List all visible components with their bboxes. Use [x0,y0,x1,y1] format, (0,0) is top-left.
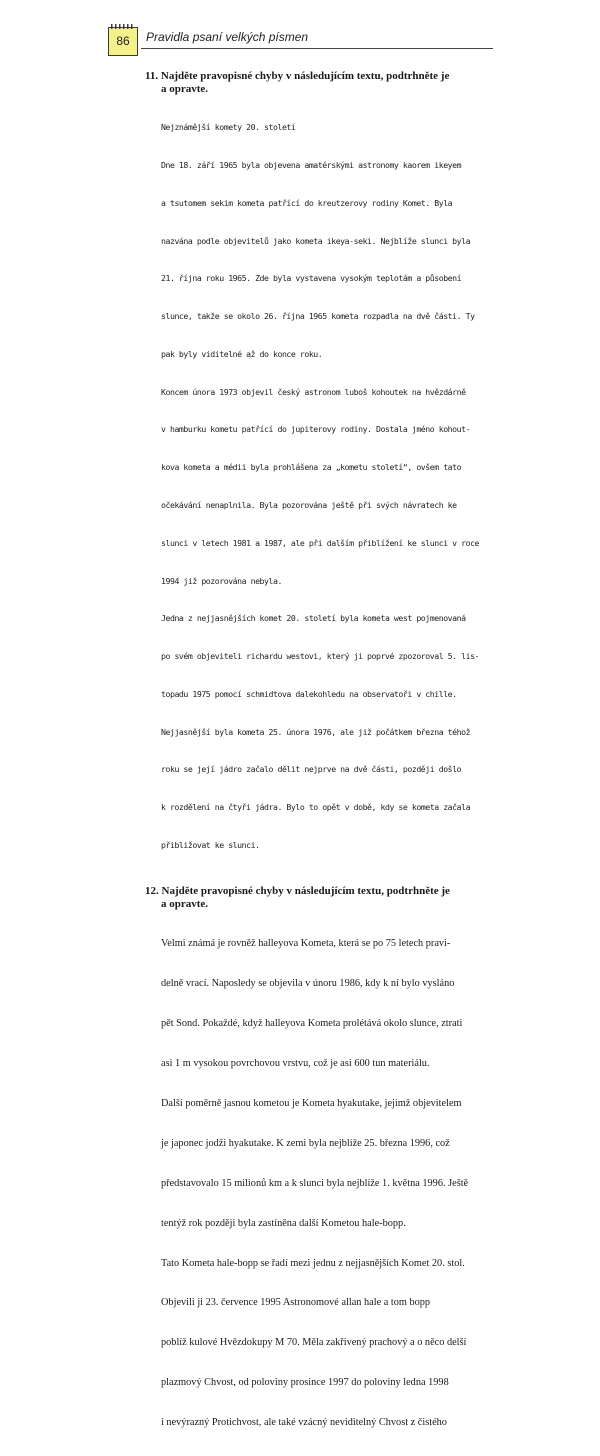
page-number: 86 [116,34,130,48]
text-line: plazmový Chvost, od poloviny prosince 1997 do poloviny ledna 1998 [161,1377,449,1389]
heading-line: 11. Najděte pravopisné chyby v následujícím textu, podtrhněte je [145,70,450,82]
heading-line: 12. Najděte pravopisné chyby v následujícím textu, podtrhněte je [145,884,450,897]
exercise-12-text [145,911,493,1456]
text-line: Tato Kometa hale-bopp se řadí mezi jednu z nejjasnějších Komet 20. stol. [161,1257,465,1269]
heading-line: a opravte. [161,83,209,95]
header-divider [141,48,493,49]
text-line: Jedna z nejjasnějších komet 20. století byla kometa west pojmenovaná [161,613,466,624]
text-line: roku se její jádro začalo dělit nejprve na dvě části, později došlo [161,764,462,775]
text-line: 1994 již pozorována nebyla. [161,575,282,586]
text-line: i nevýrazný Protichvost, ale také vzácný neviditelný Chvost z čistého [161,1417,447,1429]
text-line: delně vrací. Naposledy se objevila v únoru 1986, kdy k ní bylo vysláno [161,978,455,990]
text-line: a tsutomem sekim kometa patřící do kreutzerovy rodiny Komet. Byla [161,197,453,208]
text-line: poblíž kulové Hvězdokupy M 70. Měla zakřivený prachový a o něco delší [161,1337,467,1349]
text-line: po svém objeviteli richardu westovi, který ji poprvé zpozoroval 5. lis- [161,651,480,662]
exercise-12-heading [145,885,493,911]
text-line: Velmi známá je rovněž halleyova Kometa, která se po 75 letech pravi- [161,938,451,950]
text-line: nazvána podle objevitelů jako kometa ikeya-seki. Nejblíže slunci byla [161,235,471,246]
text-line: Nejjasnější byla kometa 25. února 1976, ale již počátkem března téhož [161,726,471,737]
text-line: představovalo 15 milionů km a k slunci byla nejblíže 1. května 1996. Ještě [161,1177,469,1189]
page-header [0,0,600,60]
text-line: pak byly viditelné až do konce roku. [161,348,323,359]
text-line: je japonec jodži hyakutake. K zemi byla nejblíže 25. března 1996, což [161,1137,450,1149]
text-line: Další poměrně jasnou kometou je Kometa hyakutake, jejímž objevitelem [161,1097,462,1109]
text-line: topadu 1975 pomocí schmidtova dalekohledu na observatoři v chille. [161,688,457,699]
text-line: Koncem února 1973 objevil český astronom luboš kohoutek na hvězdárně [161,386,466,397]
text-line: asi 1 m vysokou povrchovou vrstvu, což je asi 600 tun materiálu. [161,1058,430,1070]
page-content [145,70,493,1456]
notepad-icon [108,27,138,56]
text-line: slunce, takže se okolo 26. října 1965 kometa rozpadla na dvě části. Ty [161,311,475,322]
text-line: Dne 18. září 1965 byla objevena amatérskými astronomy kaorem ikeyem [161,159,462,170]
text-line: očekávání nenaplnila. Byla pozorována ještě při svých návratech ke [161,500,457,510]
text-line: k rozdělení na čtyři jádra. Bylo to opět v době, kdy se kometa začala [161,802,471,813]
exercise-11-heading [145,70,493,96]
text-line: kova kometa a médii byla prohlášena za „kometu století“, ovšem tato [161,462,462,473]
text-line: Objevili ji 23. července 1995 Astronomové allan hale a tom bopp [161,1297,431,1309]
text-line: slunci v letech 1981 a 1987, ale při dalším přiblížení ke slunci v roce [161,537,480,548]
text-line: tentýž rok později byla zastíněna další Kometou hale-bopp. [161,1217,406,1229]
spiral-rings [111,24,135,29]
text-line: přibližovat ke slunci. [161,840,260,851]
text-line: Nejznámější komety 20. století [161,122,296,133]
exercise-11-text [145,96,493,877]
chapter-title: Pravidla psaní velkých písmen [146,30,309,44]
text-line: v hamburku kometu patřící do jupiterovy rodiny. Dostala jméno kohout- [161,424,471,435]
text-line: pět Sond. Pokaždé, když halleyova Kometa prolétává okolo slunce, ztrati [161,1018,463,1030]
heading-line: a opravte. [161,897,209,910]
text-line: 21. října roku 1965. Zde byla vystavena vysokým teplotám a působení [161,273,462,284]
